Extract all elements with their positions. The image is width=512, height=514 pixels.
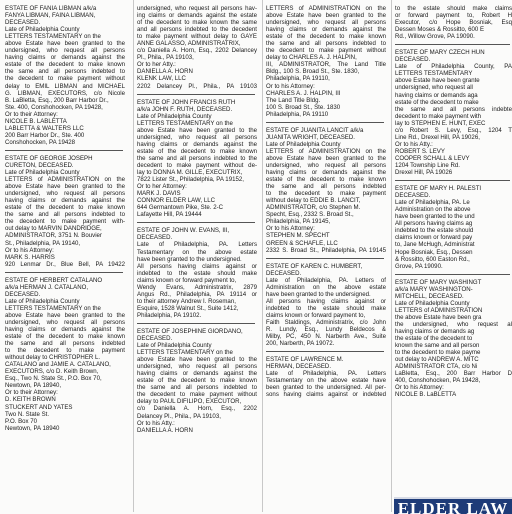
notice-line: have been granted to the undersigned. — [266, 290, 371, 298]
notice-line: 2332 S. Broad St., Philadelphia, PA 19145 — [266, 246, 386, 254]
notice-line: undersigned, who request all persons hav- — [137, 5, 257, 12]
notice-line: above Estate have been grante — [395, 77, 480, 85]
notice-line: LETTERS TESTAMENTARY on the — [137, 119, 233, 127]
legal-notice — [395, 49, 512, 176]
notice-line: claims known or forward payment to, — [137, 276, 237, 284]
legal-notice — [266, 5, 386, 118]
notice-line: LETTERS of ADMINISTRATION — [395, 306, 483, 314]
legal-notice — [5, 277, 125, 432]
notice-line: GREEN & SCHAFLE, LLC — [266, 239, 338, 247]
notice-line: ESTATE OF MARY CZECH HUN — [395, 49, 485, 57]
notice-line: out delay to ANDREW A. MITC — [395, 356, 479, 364]
notice-line: Faith Staldings, Administratrix, c/o John — [266, 318, 386, 326]
notice-line: CONNOR ELDER LAW, LLC — [137, 197, 215, 205]
notice-line: ESTATE OF GEORGE JOSEPH — [5, 154, 93, 162]
notice-separator — [395, 274, 510, 275]
notice-line: 200, Narberth, PA 19072. — [266, 340, 335, 348]
notice-line: Philadelphia, PA 19110, — [266, 75, 330, 83]
notice-line: above Estate have been granted to the — [137, 126, 257, 134]
notice-line: 7822 Lister St., Philadelphia, PA 19152, — [137, 176, 244, 184]
notice-line: the same and all persons indebted — [5, 340, 125, 348]
notice-line: undersigned, who request all persons — [5, 47, 125, 55]
notice-line: LETTERS TESTAMENTARY on the — [5, 33, 101, 41]
notice-line: ADMINISTRATOR CTA, c/o Ni — [395, 363, 478, 371]
notice-line: Philadelphia, PA 19145, — [266, 218, 331, 226]
notice-line: indebted to the estate should make — [266, 304, 386, 312]
notice-line: ESTATE OF MARY H. PALESTI — [395, 185, 482, 193]
notice-line: 400, Conshohocken, PA 19428, — [395, 377, 481, 385]
notice-line: LETTERS TESTAMENTARY on the — [5, 304, 101, 312]
notice-line: a/k/a MARY WASHINGTON- — [395, 285, 473, 293]
notice-line: above Estate have been granted to the — [5, 311, 125, 319]
notice-line: LaBletta, Esq., 200 Barr Harbor D — [395, 370, 512, 378]
notice-line: estate of the decedent to make known — [137, 147, 257, 155]
notice-line: the same and all persons indebte — [395, 105, 512, 113]
notice-line: and all persons indebted to the decedent — [137, 26, 257, 34]
banner-title: ELDER LAW — [397, 499, 509, 514]
notice-line: St., Philadelphia, PA 19140, — [5, 239, 81, 247]
notice-separator — [137, 323, 255, 324]
notice-line: known the same and all person — [395, 342, 480, 350]
notice-line: Ste. 400, Conshohocken, PA 19428, — [5, 103, 103, 111]
notice-line: NICOLE B. LaBLETTA — [395, 391, 457, 399]
notice-separator — [266, 122, 384, 123]
notice-line: Hope Bosniak, Esq., Dessen — [395, 248, 473, 256]
notice-line: of the decedent to make known the same — [137, 19, 257, 27]
notice-line: the same and all persons indebted to — [137, 384, 257, 392]
notice-line: ROBERT S. LEVY — [395, 147, 445, 155]
notice-line: estate of the decedent to make known — [266, 176, 386, 184]
notice-line: c/o Robert S. Levy, Esq., 1204 T — [395, 126, 512, 134]
notice-line: having claims or demands against the — [266, 26, 386, 34]
column-2 — [137, 5, 257, 512]
notice-line: Two N. State St. — [5, 410, 50, 418]
notice-line: Or to his Attorney: — [395, 384, 444, 392]
legal-notice — [137, 328, 257, 434]
notice-line: the decedent to make payment without — [137, 391, 257, 399]
notice-line: Grove, PA 19090. — [395, 262, 443, 270]
notice-line: Late of Philadelphia County — [137, 342, 212, 350]
notice-line: have been granted to the undersigned. — [137, 255, 242, 263]
notice-line: Late of Philadelphia, PA. Le — [395, 199, 470, 207]
notice-line: Bldg., 100 S. Broad St., Ste. 1830, — [266, 68, 360, 76]
notice-line: Or to their Attorney: — [5, 389, 58, 397]
notice-line: All persons having claims ag — [395, 220, 473, 228]
notice-line: Pl., Phila., PA 19103, — [137, 54, 194, 62]
notice-line: Esq., Two N. State St., P.O. Box 70, — [5, 375, 102, 383]
notice-line: or forward payment to, Robert H — [395, 12, 512, 20]
notice-line: LETTERS TESTAMENTARY — [395, 70, 473, 78]
notice-separator — [395, 180, 510, 181]
notice-line: Or to his Atty.: — [395, 140, 433, 148]
notice-line: Or to his Attorney: — [266, 82, 315, 90]
notice-line: Rd., Willow Grove, PA 19090. — [395, 33, 475, 41]
notice-line: Administration on the above — [395, 206, 471, 214]
notice-line: indebted to the estate should — [395, 227, 474, 235]
legal-notice — [266, 356, 386, 398]
notice-line: DECEASED. — [266, 269, 302, 277]
notice-line: Or to her Atty.: — [137, 61, 176, 69]
notice-line: the decedent to make payment without — [266, 47, 386, 55]
notice-line: undersigned, who request all persons — [266, 19, 386, 27]
notice-line: COOPER SCHALL & LEVY — [395, 154, 470, 162]
notice-line: Or to his Attorney: — [266, 225, 315, 233]
notice-line: ADMINISTRATOR, 3751 N. Bouvier — [5, 232, 102, 240]
notice-line: undersigned, who request all persons — [5, 318, 125, 326]
notice-line: undersigned, who request all persons — [137, 133, 257, 141]
notice-line: without delay to CHRISTOPHER L. — [5, 354, 101, 362]
notice-separator — [5, 272, 123, 273]
column-divider — [391, 0, 392, 512]
column-4 — [395, 5, 512, 512]
notice-line: & Rossitto, 600 Easton Rd., — [395, 255, 470, 263]
notice-line: undersigned, who request all persons — [137, 363, 257, 371]
notice-line: Dessen Moses & Rossitto, 600 E — [395, 26, 485, 34]
notice-line: Testamentary on the above estate — [137, 248, 257, 256]
notice-separator — [266, 258, 384, 259]
notice-line: ESTATE OF HERBERT CATALANO — [5, 276, 103, 284]
notice-line: 2202 Delancey Pl., Phila., PA 19103 — [137, 82, 257, 90]
column-1 — [5, 5, 125, 512]
notice-line: lay to DONNA M. GILLE, EXECUTRIX, — [137, 169, 243, 177]
notice-line: Drexel Hill, PA 19026 — [395, 169, 453, 177]
notice-line: without delay to EDDIE B. LANCIT, — [266, 197, 361, 205]
notice-line: DECEASED. — [5, 19, 41, 27]
notice-line: Line Rd., Drexel Hill, PA 19026, — [395, 133, 480, 141]
notice-line: FANYA LIBMAN, FAINA LIBMAN, — [5, 12, 96, 20]
notice-line: III, ADMINISTRATOR, The Land Title — [266, 61, 386, 69]
notice-line: ing claims or demands against the estate — [137, 12, 257, 20]
notice-line: the same and all persons indebted — [266, 183, 386, 191]
notice-line: a/k/a HERMAN J. CATALANO, — [5, 283, 89, 291]
notice-line: the undersigned, who request al — [395, 320, 512, 328]
notice-separator — [395, 44, 510, 45]
notice-line: LETTERS of ADMINISTRATION on the — [266, 147, 386, 155]
notice-line: to the decedent to make payment — [266, 190, 386, 198]
notice-line: a/k/a JOHN F. RUTH, DECEASED. — [137, 105, 233, 113]
notice-line: R. Lundy, Esq., Lundy Beldecos & — [266, 326, 386, 334]
notice-line: the decedent to make payment with- — [5, 218, 125, 226]
notice-line: EXECUTORS, c/o D. Keith Brown, — [5, 368, 99, 376]
notice-line: DANIELLA A. HORN — [137, 68, 193, 76]
notice-line: 1204 Township Line Rd. — [395, 161, 460, 169]
notice-line: Newtown, PA 18940 — [5, 424, 60, 432]
notice-separator — [137, 222, 255, 223]
notice-line: CHARLES A. J. HALPIN, III — [266, 89, 341, 97]
notice-line: Testamentary on the above estate have — [266, 377, 386, 385]
notice-line: ESTATE OF JUANITA LANCIT a/k/a — [266, 126, 364, 134]
notice-line: Or to their Attorney: — [5, 110, 58, 118]
notice-line: LETTERS TESTAMENTARY on the — [137, 349, 233, 357]
notice-line: Newtown, PA 18940, — [5, 382, 62, 390]
notice-line: estate of the decedent to make known — [5, 204, 125, 212]
notice-line: Late of Philadelphia, PA. Letters — [137, 241, 257, 249]
notice-line: ANNE GALASSO, ADMINISTRATRIX, — [137, 40, 241, 48]
legal-notice — [395, 185, 512, 270]
notice-line: 920 Lenmar Dr., Blue Bell, PA 19422 — [5, 260, 125, 268]
legal-notice — [395, 5, 512, 40]
notice-line: Lafayette Hill, PA 19444 — [137, 211, 202, 219]
notice-line: Milby, PC, 450 N. Narberth Ave., Suite — [266, 333, 386, 341]
notice-line: decedent to make payment with — [395, 112, 482, 120]
notice-line: having claims or demands against the — [5, 197, 125, 205]
notice-separator — [266, 351, 384, 352]
notice-line: the same and all persons indebted to the — [137, 154, 257, 162]
notice-line: to make payment without delay to GAYE — [137, 33, 257, 41]
notice-line: undersigned, who request all persons — [266, 161, 386, 169]
notice-line: ADMINISTRATOR, c/o Stephen M. — [266, 204, 361, 212]
notice-line: undersigned, who request all persons — [5, 190, 125, 198]
legal-notice — [137, 227, 257, 319]
notice-line: to, Jane McHugh, Administrat — [395, 241, 475, 249]
legal-notice — [395, 279, 512, 399]
legal-notice — [266, 127, 386, 254]
notice-line: having claims or demands against the — [137, 140, 257, 148]
column-divider — [133, 0, 134, 512]
notice-line: sons having claims against or indebted — [266, 391, 386, 399]
notice-line: B. LaBletta, Esq., 200 Barr Harbor Dr., — [5, 96, 109, 104]
notice-line: All persons having claims against or — [266, 297, 386, 305]
notice-line: to their attorney Andrew I. Roseman, — [137, 297, 236, 305]
elder-law-ad-banner — [394, 497, 512, 514]
notice-line: ESTATE OF LAWRENCE M. — [266, 356, 344, 364]
notice-line: estate of the decedent to make known — [5, 61, 125, 69]
notice-line: LETTERS of ADMINISTRATION on the — [266, 5, 386, 12]
notice-line: Late of Philadelphia County — [266, 140, 341, 148]
notice-line: decedent to make payment without de- — [137, 161, 257, 169]
notice-line: Late of Philadelphia County — [5, 26, 80, 34]
notice-line: Philadelphia, PA 19110 — [266, 110, 329, 118]
notice-line: having claims or demands aga — [395, 91, 478, 99]
notice-line: KLENK LAW, LLC — [137, 75, 186, 83]
notice-line: estate of the decedent to make known — [5, 333, 125, 341]
notice-line: NICOLE B. LABLETTA — [5, 117, 67, 125]
notice-line: ESTATE OF FANIA LIBMAN a/k/a — [5, 5, 97, 12]
notice-line: DECEASED. — [395, 56, 431, 64]
notice-line: Late of Philadelphia, PA. Letters of — [266, 276, 386, 284]
notice-line: ESTATE OF JOHN FRANCIS RUTH — [137, 98, 236, 106]
notice-line: claims known or forward pay — [395, 234, 473, 242]
notice-line: Late of Philadelphia, PA. Letters — [266, 370, 386, 378]
notice-line: above Estate have been granted to the — [266, 12, 386, 20]
legal-notice — [137, 5, 257, 90]
notice-line: out delay to MARVIN DANDRIDGE, — [5, 225, 102, 233]
notice-line: above Estate have been granted to the — [5, 183, 125, 191]
notice-line: ESTATE OF MARY WASHINGT — [395, 278, 482, 286]
notice-line: Angus Rd., Philadelphia, PA 19114 or — [137, 290, 257, 298]
notice-line: LABLETTA & WALTERS LLC — [5, 124, 84, 132]
notice-line: Administration on the above estate — [266, 283, 386, 291]
notice-line: indebted to the estate should make — [137, 269, 257, 277]
notice-line: Executor, c/o Hope Bosniak, Esq — [395, 19, 512, 27]
notice-line: CURETON, DECEASED. — [5, 161, 74, 169]
notice-line: have been granted to the und — [395, 213, 475, 221]
notice-line: The Land Title Bldg. — [266, 96, 321, 104]
notice-line: DECEASED. — [395, 192, 431, 200]
notice-line: delay to CHARLES A. J. HALPIN, — [266, 54, 357, 62]
notice-line: MARK J. DAVIS — [137, 190, 181, 198]
notice-line: P.O. Box 70 — [5, 417, 38, 425]
notice-line: CATALANO and JAMIE A. CATALANO, — [5, 361, 111, 369]
notice-line: having claims or demands ag — [395, 327, 475, 335]
notice-line: Specht, Esq., 2332 S. Broad St., — [266, 211, 354, 219]
notice-line: Or to her Attorney: — [137, 183, 187, 191]
notice-line: above Estate have been granted to the — [5, 40, 125, 48]
notice-line: the same and all persons indebted to — [5, 68, 125, 76]
legal-notice — [5, 5, 125, 146]
notice-line: delay to PAUL DIFILIPO, EXECUTOR, — [137, 398, 242, 406]
notice-line: the same and all persons indebted to — [266, 40, 386, 48]
notice-line: DANIELLA A. HORN — [137, 426, 193, 434]
notice-line: Late of Philadelphia County — [5, 297, 80, 305]
notice-line: DECEASED. — [137, 234, 173, 242]
notice-line: 100 S. Broad St., Ste. 1830 — [266, 103, 341, 111]
notice-line: having claims or demands against the — [266, 169, 386, 177]
notice-line: D. KEITH BROWN — [5, 396, 56, 404]
notice-line: Delancey Pl., Phila., PA 19103, — [137, 412, 221, 420]
notice-line: Wendy Evans, Administratrix, 2879 — [137, 283, 257, 291]
notice-line: Late of Philadelphia County — [395, 299, 470, 307]
notice-line: above Estate have been granted to the — [137, 356, 257, 364]
column-divider — [262, 0, 263, 512]
notice-line: to the decedent to make payme — [395, 349, 481, 357]
notice-line: estate of the decedent to make known — [266, 33, 386, 41]
notice-line: Esquire, 1528 Walnut St., Suite 1412, — [137, 304, 239, 312]
notice-line: the estate of the decedent to — [395, 335, 473, 343]
notice-line: Late of Philadelphia County — [5, 169, 80, 177]
notice-line: STUCKERT AND YATES — [5, 403, 73, 411]
notice-separator — [5, 150, 123, 151]
notice-line: Or to his Atty.: — [137, 419, 175, 427]
notice-line: the above Estate have been gra — [395, 313, 482, 321]
notice-line: All persons having claims against or — [137, 262, 257, 270]
notice-line: MARK S. HARRIS — [5, 253, 55, 261]
notice-line: having claims or demands against the — [137, 370, 257, 378]
notice-line: Conshohocken, PA 19428 — [5, 138, 76, 146]
notice-line: Late of Philadelphia County — [137, 112, 212, 120]
notice-line: the same and all persons indebted to — [5, 211, 125, 219]
notice-line: JUANITA WRIGHT, DECEASED. — [266, 133, 355, 141]
notice-line: claims known or forward payment to, — [266, 311, 366, 319]
notice-line: estate of the decedent to make known — [137, 377, 257, 385]
notice-line: LETTERS of ADMINISTRATION on the — [5, 176, 125, 184]
legal-notice — [266, 263, 386, 348]
notice-line: Philadelphia, PA 19102. — [137, 311, 202, 319]
notice-line: ESTATE OF KAREN C. HUMBERT, — [266, 262, 363, 270]
notice-line: MITCHELL, DECEASED. — [395, 292, 464, 300]
notice-line: having claims or demands against the — [5, 54, 125, 62]
notice-separator — [137, 94, 255, 95]
notice-line: above Estate have been granted to the — [266, 154, 386, 162]
notice-line: G. LIBMAN, EXECUTORS, c/o Nicole — [5, 89, 125, 97]
notice-line: c/o Daniella A. Horn, Esq., 2202 Delancey — [137, 47, 257, 55]
legal-notice — [137, 99, 257, 219]
notice-line: 200 Barr Harbor Dr., Ste. 400 — [5, 131, 85, 139]
notice-line: estate of the decedent to make — [395, 98, 479, 106]
notice-line: 644 Germantown Pike, Ste. 2-C — [137, 204, 224, 212]
notice-line: been granted to the undersigned. All per- — [266, 384, 386, 392]
notice-line: to the decedent to make payment — [5, 347, 125, 355]
notice-line: c/o Daniella A. Horn, Esq., 2202 — [137, 405, 257, 413]
notice-line: HERMAN, DECEASED. — [266, 363, 332, 371]
notice-line: Or to his Attorney: — [5, 246, 54, 254]
notice-line: undersigned, who request all — [395, 84, 473, 92]
notice-line: STEPHEN M. SPECHT — [266, 232, 330, 240]
notice-line: having claims or demands against the — [5, 326, 125, 334]
notice-line: to the estate should make claims — [395, 5, 512, 12]
column-3 — [266, 5, 386, 512]
notice-line: delay to EMIL LIBMAN and MICHAEL — [5, 82, 125, 90]
legal-notice — [5, 155, 125, 268]
notice-line: ESTATE OF JOSEPHINE GIORDANO, — [137, 327, 243, 335]
notice-line: Late of Philadelphia County, PA — [395, 63, 512, 71]
notice-line: the decedent to make payment without — [5, 75, 125, 83]
notice-line: lay to STEPHEN E. HUNT, EXEC — [395, 119, 486, 127]
notice-line: DECEASED. — [137, 335, 173, 343]
notice-line: ESTATE OF JOHN W. EVANS, III, — [137, 227, 230, 235]
notice-line: DECEASED. — [5, 290, 41, 298]
